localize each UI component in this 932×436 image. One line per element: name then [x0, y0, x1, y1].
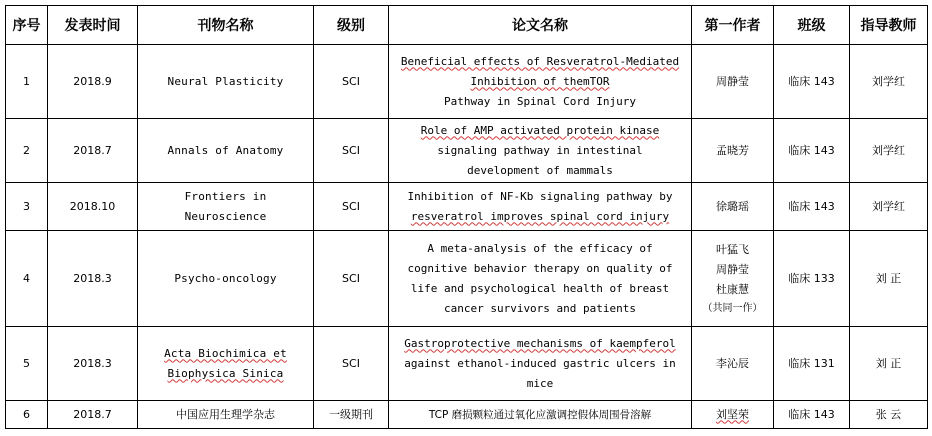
cell-author: [692, 327, 774, 401]
cell-no: 6: [6, 401, 48, 429]
cell-no: 3: [6, 183, 48, 231]
author-name: 李沁辰: [716, 356, 749, 370]
journal-line: Annals of Anatomy: [167, 143, 284, 157]
header-level: 级别: [314, 6, 389, 45]
cell-paper: [389, 327, 692, 401]
cell-journal: [138, 327, 314, 401]
cell-class: 临床 143: [774, 183, 850, 231]
cell-date: 2018.3: [48, 231, 138, 327]
paper-line: resveratrol improves spinal cord injury: [410, 209, 670, 223]
table-row: [6, 327, 928, 401]
cell-author: [692, 401, 774, 429]
journal-line: Neural Plasticity: [167, 74, 284, 88]
paper-line: cancer survivors and patients: [443, 301, 637, 315]
cell-level: SCI: [314, 327, 389, 401]
cell-no: 5: [6, 327, 48, 401]
cell-level: SCI: [314, 119, 389, 183]
journal-line: Psycho-oncology: [174, 271, 277, 285]
paper-line: development of mammals: [467, 163, 613, 177]
header-row: [6, 6, 928, 45]
header-class: 班级: [774, 6, 850, 45]
paper-line: cognitive behavior therapy on quality of: [407, 261, 673, 275]
cell-advisor: 刘 正: [850, 327, 928, 401]
table-row: [6, 231, 928, 327]
cell-advisor: 刘 正: [850, 231, 928, 327]
header-no: 序号: [6, 6, 48, 45]
cell-date: 2018.9: [48, 45, 138, 119]
header-date: 发表时间: [48, 6, 138, 45]
journal-line: 中国应用生理学杂志: [176, 407, 275, 421]
paper-line: signaling pathway in intestinal: [437, 143, 643, 157]
cell-level: 一级期刊: [314, 401, 389, 429]
header-journal: 刊物名称: [138, 6, 314, 45]
cell-advisor: 刘学红: [850, 45, 928, 119]
paper-line: Beneficial effects of Resveratrol-Mediated: [400, 54, 680, 68]
author-name: 孟晓芳: [716, 143, 749, 157]
author-name: 刘坚荣: [716, 407, 749, 421]
paper-line: Inhibition of NF-Kb signaling pathway by: [407, 189, 673, 203]
cell-paper: [389, 231, 692, 327]
author-name: 周静莹: [716, 262, 749, 276]
paper-line: Role of AMP activated protein kinase: [420, 123, 660, 137]
journal-line: Frontiers in: [184, 189, 267, 203]
author-name: 杜康慧: [716, 282, 749, 296]
header-paper: 论文名称: [389, 6, 692, 45]
cell-no: 4: [6, 231, 48, 327]
author-name: 徐璐瑶: [716, 199, 749, 213]
cell-author: [692, 45, 774, 119]
author-name: 周静莹: [716, 74, 749, 88]
cell-no: 1: [6, 45, 48, 119]
author-name: 叶猛飞: [716, 242, 749, 256]
cell-no: 2: [6, 119, 48, 183]
cell-paper: [389, 401, 692, 429]
cell-journal: [138, 45, 314, 119]
paper-line: mice: [526, 376, 554, 390]
header-advisor: 指导教师: [850, 6, 928, 45]
table-row: [6, 401, 928, 429]
table-row: [6, 119, 928, 183]
cell-class: 临床 133: [774, 231, 850, 327]
journal-line: Neuroscience: [184, 209, 267, 223]
paper-line: Gastroprotective mechanisms of kaempferol: [404, 336, 676, 350]
table-row: [6, 45, 928, 119]
cell-date: 2018.3: [48, 327, 138, 401]
cell-class: 临床 143: [774, 45, 850, 119]
cell-paper: [389, 45, 692, 119]
cell-level: SCI: [314, 183, 389, 231]
header-first-author: 第一作者: [692, 6, 774, 45]
paper-line: life and psychological health of breast: [410, 281, 670, 295]
journal-line: Acta Biochimica et: [164, 346, 287, 360]
cell-author: [692, 231, 774, 327]
paper-line: A meta-analysis of the efficacy of: [427, 241, 653, 255]
cell-date: 2018.10: [48, 183, 138, 231]
cell-advisor: 刘学红: [850, 119, 928, 183]
table-row: [6, 183, 928, 231]
cell-journal: [138, 401, 314, 429]
cell-journal: [138, 119, 314, 183]
cell-date: 2018.7: [48, 119, 138, 183]
paper-line: TCP 磨损颗粒通过氧化应激调控假体周围骨溶解: [428, 408, 652, 421]
cell-advisor: 刘学红: [850, 183, 928, 231]
cell-level: SCI: [314, 231, 389, 327]
paper-line: Inhibition of themTOR: [470, 74, 610, 88]
cell-advisor: 张 云: [850, 401, 928, 429]
cell-class: 临床 143: [774, 119, 850, 183]
cell-class: 临床 143: [774, 401, 850, 429]
paper-line: Pathway in Spinal Cord Injury: [443, 94, 637, 108]
publications-table: [5, 5, 928, 429]
journal-line: Biophysica Sinica: [167, 366, 284, 380]
cell-journal: [138, 231, 314, 327]
cell-level: SCI: [314, 45, 389, 119]
cell-paper: [389, 183, 692, 231]
cell-author: [692, 183, 774, 231]
cell-class: 临床 131: [774, 327, 850, 401]
paper-line: against ethanol-induced gastric ulcers in: [404, 356, 676, 370]
author-note: （共同一作）: [702, 302, 763, 314]
cell-paper: [389, 119, 692, 183]
cell-date: 2018.7: [48, 401, 138, 429]
cell-author: [692, 119, 774, 183]
cell-journal: [138, 183, 314, 231]
